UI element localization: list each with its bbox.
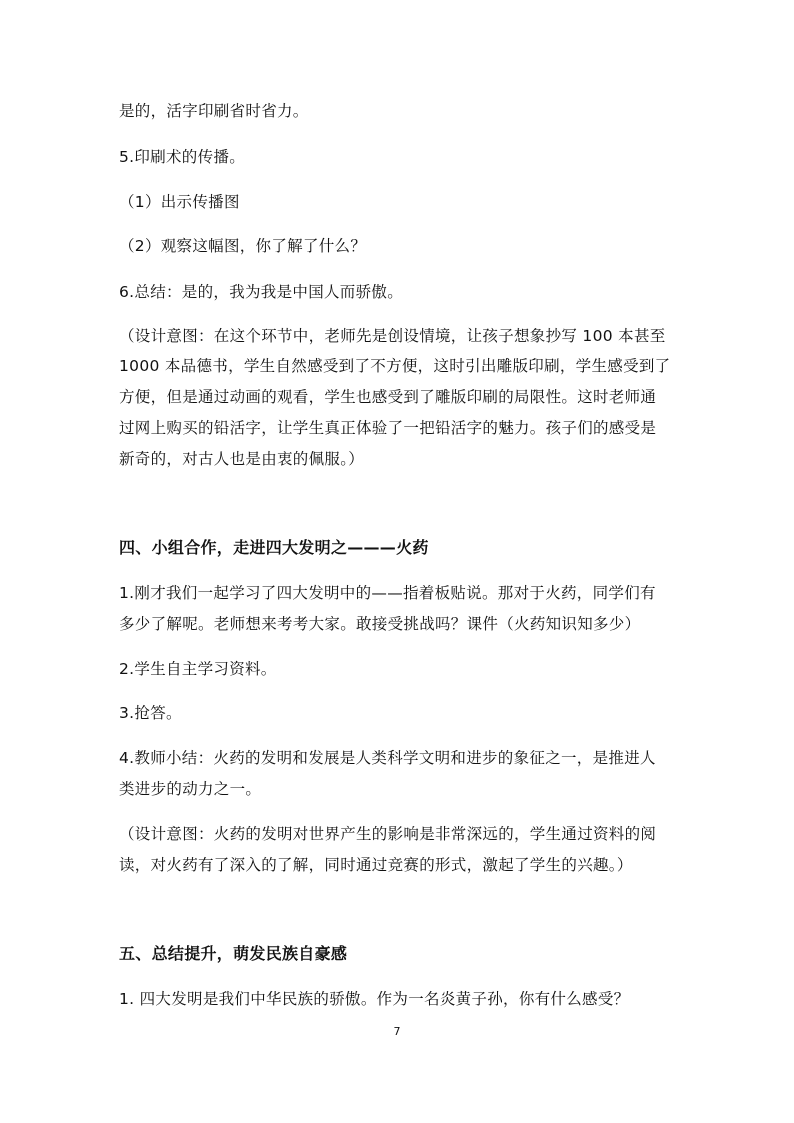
list-item-continuation: 类进步的动力之一。	[119, 780, 262, 798]
list-item: 1. 四大发明是我们中华民族的骄傲。作为一名炎黄子孙，你有什么感受？	[119, 990, 630, 1008]
list-item: 5.印刷术的传播。	[119, 148, 245, 166]
design-note-line: 读，对火药有了深入的了解，同时通过竞赛的形式，激起了学生的兴趣。）	[119, 856, 633, 874]
design-note-line: （设计意图：在这个环节中，老师先是创设情境，让孩子想象抄写 100 本甚至	[119, 327, 666, 345]
design-note-line: 新奇的，对古人也是由衷的佩服。）	[119, 450, 365, 468]
design-note-line: 过网上购买的铅活字，让学生真正体验了一把铅活字的魅力。孩子们的感受是	[119, 419, 657, 437]
design-note-line: 1000 本品德书，学生自然感受到了不方便，这时引出雕版印刷，学生感受到了	[119, 357, 671, 375]
list-item: 2.学生自主学习资料。	[119, 660, 277, 678]
list-item: （1）出示传播图	[119, 193, 240, 211]
list-item: 3.抢答。	[119, 704, 182, 722]
list-item: 6.总结：是的，我为我是中国人而骄傲。	[119, 283, 403, 301]
page-number: 7	[393, 1025, 401, 1038]
design-note-line: 方便，但是通过动画的观看，学生也感受到了雕版印刷的局限性。这时老师通	[119, 388, 657, 406]
list-item: （2）观察这幅图，你了解了什么？	[119, 237, 367, 255]
section-heading: 四、小组合作，走进四大发明之———火药	[119, 538, 429, 557]
list-item: 4.教师小结：火药的发明和发展是人类科学文明和进步的象征之一，是推进人	[119, 749, 656, 767]
section-heading: 五、总结提升，萌发民族自豪感	[119, 944, 348, 963]
list-item-continuation: 多少了解呢。老师想来考考大家。敢接受挑战吗？课件（火药知识知多少）	[119, 615, 641, 633]
paragraph-line: 是的，活字印刷省时省力。	[119, 102, 309, 120]
list-item: 1.刚才我们一起学习了四大发明中的——指着板贴说。那对于火药，同学们有	[119, 584, 656, 602]
design-note-line: （设计意图：火药的发明对世界产生的影响是非常深远的，学生通过资料的阅	[119, 825, 657, 843]
